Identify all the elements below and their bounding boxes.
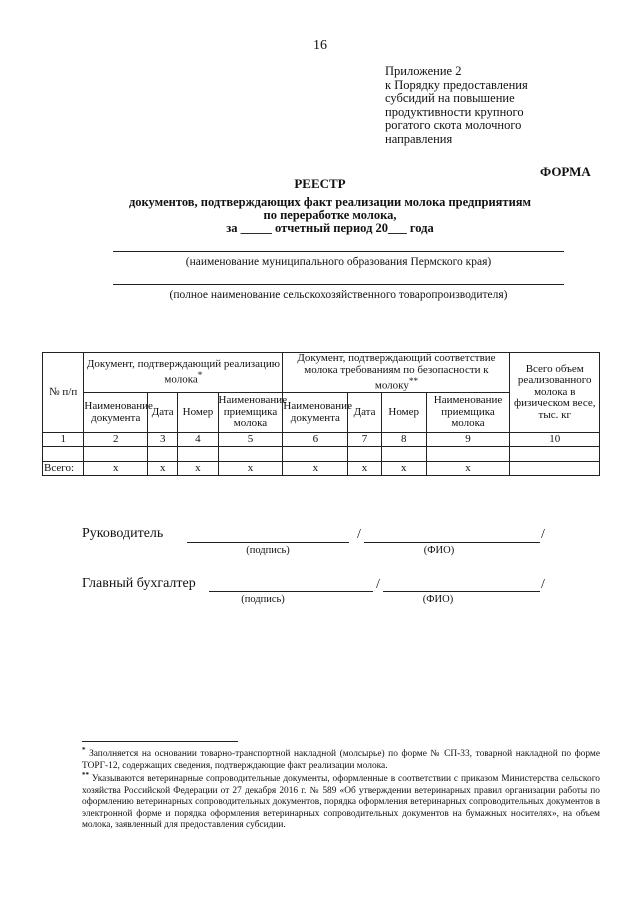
producer-caption: (полное наименование сельскохозяйственного товаропроизводителя) bbox=[169, 289, 508, 301]
subtitle-line-1: документов, подтверждающих факт реализации молока предприятиям bbox=[128, 195, 532, 209]
accountant-label: Главный бухгалтер bbox=[82, 576, 196, 591]
producer-line bbox=[113, 284, 564, 285]
column-numbers-row bbox=[43, 433, 600, 447]
municipality-caption: (наименование муниципального образования Пермского края) bbox=[185, 256, 492, 268]
total-mark: х bbox=[348, 462, 382, 476]
municipality-line bbox=[113, 251, 564, 252]
total-mark: х bbox=[84, 462, 148, 476]
table-row bbox=[43, 447, 600, 462]
signature-caption: (подпись) bbox=[246, 545, 290, 556]
slash: / bbox=[541, 527, 545, 542]
column-number: 8 bbox=[381, 433, 426, 447]
page-number: 16 bbox=[313, 38, 327, 53]
header-number: Номер bbox=[178, 393, 218, 433]
table-cell[interactable] bbox=[84, 447, 148, 462]
table-cell[interactable] bbox=[178, 447, 218, 462]
slash: / bbox=[376, 577, 380, 592]
form-label: ФОРМА bbox=[540, 164, 591, 179]
document-subtitle bbox=[80, 196, 580, 235]
name-caption: (ФИО) bbox=[422, 594, 454, 605]
appendix-line: Приложение 2 bbox=[385, 64, 462, 78]
table-cell[interactable] bbox=[426, 447, 510, 462]
column-number: 6 bbox=[283, 433, 348, 447]
head-signature-line[interactable] bbox=[187, 542, 349, 543]
header-receiver: Наименование приемщика молока bbox=[426, 393, 510, 433]
total-volume-cell[interactable] bbox=[510, 462, 600, 476]
head-label: Руководитель bbox=[82, 526, 164, 541]
footnote-2: ** Указываются ветеринарные сопроводительные документы, оформленные в соответствии с приказом Министерства сельского хозяйства Российской Федерации от 27 декабря 2016 г. № 589 «Об утверждении ветеринарных правил организации работы по оформлению ветеринарных сопроводительных документов, порядка оформления ветеринарных сопроводительных документов в электронной форме и порядка оформления ветеринарных сопроводительных документов на бумажных носителях», на объем молока, заявленный для предоставления субсидии. bbox=[82, 771, 600, 831]
total-label: Всего: bbox=[43, 462, 84, 476]
total-mark: х bbox=[148, 462, 178, 476]
subtitle-line-2: по переработке молока, bbox=[263, 208, 397, 222]
header-date: Дата bbox=[148, 393, 178, 433]
table-cell[interactable] bbox=[348, 447, 382, 462]
appendix-line: направления bbox=[385, 131, 453, 146]
header-date: Дата bbox=[348, 393, 382, 433]
footnote-rule bbox=[82, 741, 238, 742]
appendix-line: субсидий на повышение bbox=[385, 91, 515, 105]
table-cell[interactable] bbox=[43, 447, 84, 462]
column-number: 5 bbox=[218, 433, 283, 447]
appendix-note bbox=[385, 65, 528, 146]
header-number: Номер bbox=[381, 393, 426, 433]
total-mark: х bbox=[426, 462, 510, 476]
header-doc-name: Наименование документа bbox=[84, 393, 148, 433]
header-total-volume: Всего объем реализованного молока в физическом весе, тыс. кг bbox=[510, 353, 600, 433]
appendix-line: рогатого скота молочного bbox=[385, 118, 522, 132]
registry-table bbox=[42, 352, 600, 476]
column-number: 10 bbox=[510, 433, 600, 447]
column-number: 3 bbox=[148, 433, 178, 447]
document-title: РЕЕСТР bbox=[294, 176, 346, 191]
total-mark: х bbox=[381, 462, 426, 476]
slash: / bbox=[541, 577, 545, 592]
header-sale-document: Документ, подтверждающий реализацию молока* bbox=[84, 353, 283, 393]
slash: / bbox=[357, 527, 361, 542]
total-mark: х bbox=[178, 462, 218, 476]
header-safety-document: Документ, подтверждающий соответствие молока требованиям по безопасности к молоку** bbox=[283, 353, 510, 393]
column-number: 2 bbox=[84, 433, 148, 447]
column-number: 7 bbox=[348, 433, 382, 447]
table-cell[interactable] bbox=[510, 447, 600, 462]
total-row bbox=[43, 462, 600, 476]
column-number: 1 bbox=[43, 433, 84, 447]
accountant-name-line[interactable] bbox=[383, 591, 540, 592]
accountant-signature-line[interactable] bbox=[209, 591, 373, 592]
footnote-1: * Заполняется на основании товарно-транспортной накладной (молсырье) по форме № СП-33, товарной накладной по форме ТОРГ-12, содержащих сведения, подтверждающие факт реализации молока. bbox=[82, 746, 601, 771]
table-cell[interactable] bbox=[148, 447, 178, 462]
header-receiver: Наименование приемщика молока bbox=[218, 393, 283, 433]
appendix-line: к Порядку предоставления bbox=[385, 77, 528, 92]
subtitle-line-3: за _____ отчетный период 20___ года bbox=[226, 221, 434, 235]
signature-caption: (подпись) bbox=[241, 594, 285, 605]
head-name-line[interactable] bbox=[364, 542, 540, 543]
total-mark: х bbox=[218, 462, 283, 476]
header-doc-name: Наименование документа bbox=[283, 393, 348, 433]
appendix-line: продуктивности крупного bbox=[385, 104, 524, 119]
column-number: 9 bbox=[426, 433, 510, 447]
header-row-number: № п/п bbox=[43, 353, 84, 433]
name-caption: (ФИО) bbox=[423, 545, 455, 556]
table-cell[interactable] bbox=[283, 447, 348, 462]
table-cell[interactable] bbox=[218, 447, 283, 462]
total-mark: х bbox=[283, 462, 348, 476]
table-cell[interactable] bbox=[381, 447, 426, 462]
column-number: 4 bbox=[178, 433, 218, 447]
